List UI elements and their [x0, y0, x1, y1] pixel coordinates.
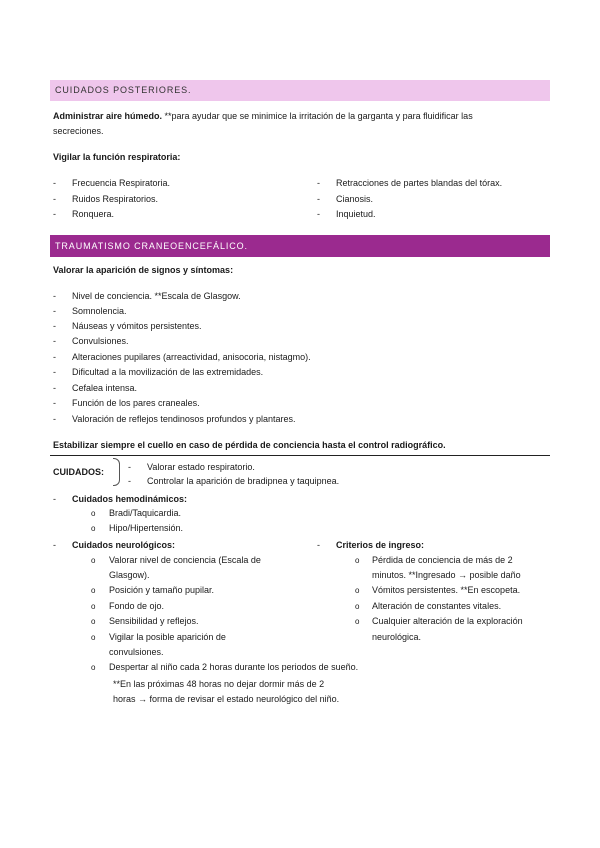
- bullet-circle: o: [355, 556, 360, 565]
- bullet-dash: -: [53, 383, 56, 393]
- bullet-circle: o: [91, 509, 96, 518]
- bullet-circle: o: [91, 602, 96, 611]
- bullet-dash: -: [53, 540, 56, 550]
- list-item: Vómitos persistentes. **En escopeta.: [372, 585, 521, 595]
- list-item: Dificultad a la movilización de las extremidades.: [72, 367, 264, 377]
- bullet-circle: o: [355, 602, 360, 611]
- bullet-circle: o: [91, 663, 96, 672]
- list-item: Sensibilidad y reflejos.: [109, 616, 199, 626]
- list-item: Inquietud.: [336, 209, 376, 219]
- list-item: Valorar nivel de conciencia (Escala de: [109, 555, 261, 565]
- bullet-dash: -: [128, 462, 131, 472]
- list-item-continued: convulsiones.: [109, 647, 164, 657]
- list-item: Cianosis.: [336, 194, 374, 204]
- bullet-dash: -: [53, 178, 56, 188]
- hemo-title: Cuidados hemodinámicos:: [72, 494, 188, 504]
- list-item: Ruidos Respiratorios.: [72, 194, 159, 204]
- list-item: Náuseas y vómitos persistentes.: [72, 321, 202, 331]
- section-title: TRAUMATISMO CRANEOENCEFÁLICO.: [55, 241, 248, 251]
- bullet-circle: o: [91, 617, 96, 626]
- bullet-dash: -: [53, 367, 56, 377]
- paragraph-line: [53, 110, 473, 122]
- bullet-dash: -: [53, 194, 56, 204]
- subsection-title: Vigilar la función respiratoria:: [53, 152, 181, 162]
- list-item: Convulsiones.: [72, 336, 129, 346]
- list-item: Controlar la aparición de bradipnea y taquipnea.: [147, 476, 340, 486]
- bullet-circle: o: [355, 617, 360, 626]
- cuidados-label: CUIDADOS:: [53, 467, 104, 477]
- list-item: Alteraciones pupilares (arreactividad, anisocoria, nistagmo).: [72, 352, 311, 362]
- neuro-title: Cuidados neurológicos:: [72, 540, 176, 550]
- ingreso-title: Criterios de ingreso:: [336, 540, 425, 550]
- bold-lead: Administrar aire húmedo.: [53, 111, 163, 121]
- divider-rule: [50, 455, 550, 456]
- bullet-dash: -: [53, 306, 56, 316]
- list-item: Somnolencia.: [72, 306, 127, 316]
- brace-icon: [113, 458, 120, 486]
- bullet-circle: o: [91, 633, 96, 642]
- bullet-dash: -: [317, 209, 320, 219]
- list-item-continued: neurológica.: [372, 632, 422, 642]
- bullet-dash: -: [317, 540, 320, 550]
- list-item: Nivel de conciencia. **Escala de Glasgow.: [72, 291, 241, 301]
- list-item: Vigilar la posible aparición de: [109, 632, 226, 642]
- list-item-continued: Glasgow).: [109, 570, 150, 580]
- bullet-dash: -: [128, 476, 131, 486]
- list-item: Valorar estado respiratorio.: [147, 462, 255, 472]
- list-item: Bradi/Taquicardia.: [109, 508, 182, 518]
- list-item: Posición y tamaño pupilar.: [109, 585, 215, 595]
- paragraph-text: **para ayudar que se minimice la irritación de la garganta y para fluidificar las: [162, 111, 473, 121]
- bullet-circle: o: [355, 586, 360, 595]
- list-item: Valoración de reflejos tendinosos profundos y plantares.: [72, 414, 296, 424]
- bullet-circle: o: [91, 524, 96, 533]
- list-item: Retracciones de partes blandas del tórax.: [336, 178, 503, 188]
- section-header-cuidados-posteriores: [50, 80, 550, 101]
- list-item: Fondo de ojo.: [109, 601, 165, 611]
- bullet-dash: -: [53, 336, 56, 346]
- paragraph-line-2: secreciones.: [53, 126, 104, 136]
- bullet-circle: o: [91, 556, 96, 565]
- list-item-continued: minutos. **Ingresado → posible daño: [372, 570, 521, 580]
- bullet-dash: -: [53, 209, 56, 219]
- section-title: CUIDADOS POSTERIORES.: [55, 85, 192, 95]
- bullet-dash: -: [53, 291, 56, 301]
- bullet-dash: -: [317, 178, 320, 188]
- bullet-circle: o: [91, 586, 96, 595]
- bullet-dash: -: [53, 494, 56, 504]
- bullet-dash: -: [317, 194, 320, 204]
- list-item: Pérdida de conciencia de más de 2: [372, 555, 513, 565]
- bullet-dash: -: [53, 352, 56, 362]
- list-item: Cualquier alteración de la exploración: [372, 616, 523, 626]
- list-item: Alteración de constantes vitales.: [372, 601, 502, 611]
- note-line: horas → forma de revisar el estado neurológico del niño.: [113, 694, 340, 704]
- stabilize-note: Estabilizar siempre el cuello en caso de pérdida de conciencia hasta el control radiográfico.: [53, 440, 446, 450]
- section-header-traumatismo: [50, 235, 550, 257]
- list-item: Hipo/Hipertensión.: [109, 523, 184, 533]
- list-item: Ronquera.: [72, 209, 115, 219]
- note-line: **En las próximas 48 horas no dejar dormir más de 2: [113, 679, 325, 689]
- list-item: Función de los pares craneales.: [72, 398, 200, 408]
- bullet-dash: -: [53, 321, 56, 331]
- bullet-dash: -: [53, 414, 56, 424]
- list-item: Frecuencia Respiratoria.: [72, 178, 171, 188]
- subsection-title: Valorar la aparición de signos y síntomas:: [53, 265, 234, 275]
- bullet-dash: -: [53, 398, 56, 408]
- list-item: Despertar al niño cada 2 horas durante los periodos de sueño.: [109, 662, 359, 672]
- list-item: Cefalea intensa.: [72, 383, 138, 393]
